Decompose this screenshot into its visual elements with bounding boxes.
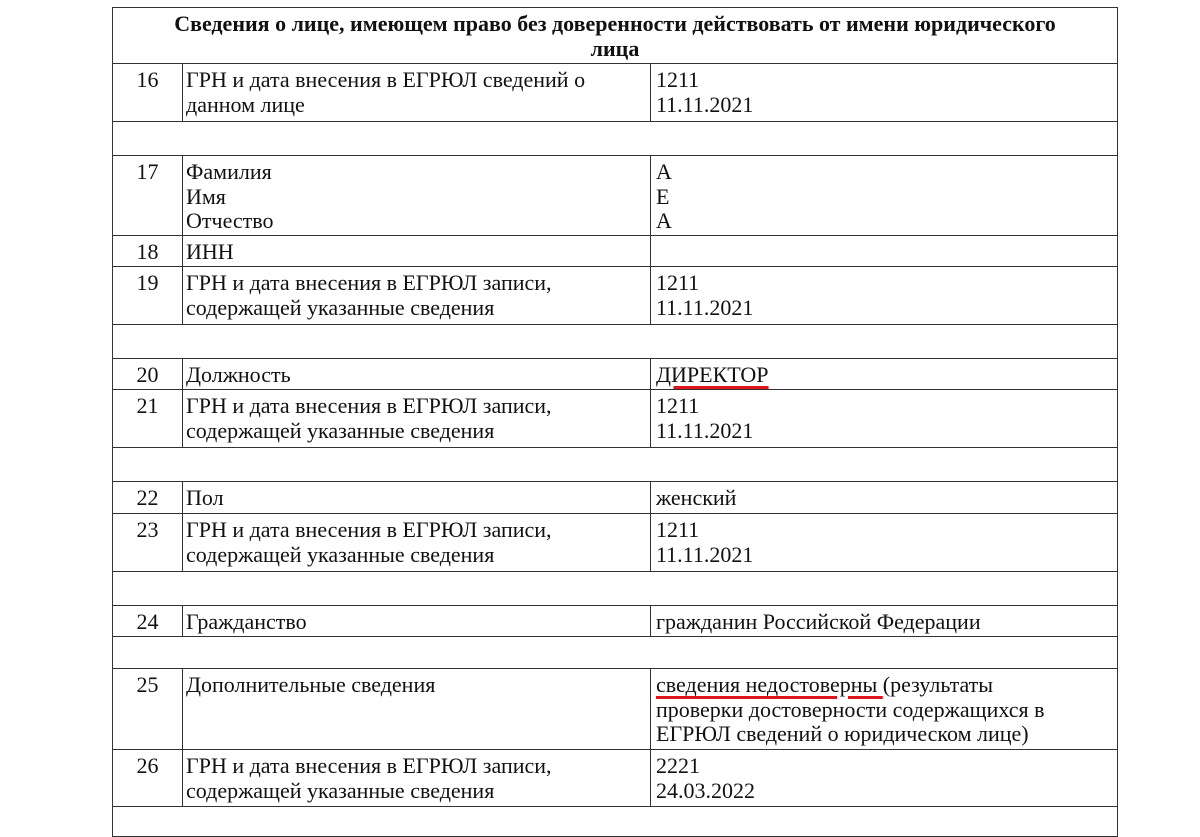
row-number: 23 — [113, 514, 183, 571]
row-number: 18 — [113, 236, 183, 266]
label-line: ГРН и дата внесения в ЕГРЮЛ записи, — [186, 393, 552, 418]
value-line: А — [656, 159, 672, 184]
section-header-line: лица — [590, 35, 640, 61]
value-line: 1211 — [656, 67, 700, 92]
row-label — [183, 236, 651, 266]
value-line: 1211 — [656, 393, 700, 418]
label-line: Пол — [186, 485, 224, 510]
label-line: Имя — [186, 183, 226, 209]
label-line: данном лице — [186, 91, 305, 117]
table-row-20 — [112, 359, 1118, 390]
row-value — [651, 606, 1117, 636]
value-line: 1211 — [656, 270, 700, 295]
egrul-extract-table — [112, 7, 1118, 837]
value-line: женский — [656, 485, 737, 510]
label-line: ГРН и дата внесения в ЕГРЮЛ записи, — [186, 517, 552, 542]
row-label — [183, 482, 651, 513]
value-line: 24.03.2022 — [656, 777, 755, 803]
row-number: 17 — [113, 156, 183, 235]
table-row-16 — [112, 64, 1118, 122]
highlight-underline: сведения недостоверны — [656, 672, 883, 697]
row-label — [183, 267, 651, 324]
row-value — [651, 236, 1117, 266]
table-row-24 — [112, 606, 1118, 637]
value-line: проверки достоверности содержащихся в — [656, 696, 1045, 722]
row-number: 25 — [113, 669, 183, 749]
row-value — [651, 669, 1117, 749]
blank-row — [112, 122, 1118, 156]
row-label — [183, 514, 651, 571]
row-number: 19 — [113, 267, 183, 324]
row-value — [651, 750, 1117, 806]
value-line: гражданин Российской Федерации — [656, 609, 981, 634]
value-line: Е — [656, 183, 670, 209]
label-line: ИНН — [186, 239, 234, 264]
table-row-19 — [112, 267, 1118, 325]
table-row-26 — [112, 750, 1118, 807]
table-row-21 — [112, 390, 1118, 448]
row-number: 16 — [113, 64, 183, 121]
row-label — [183, 156, 651, 235]
section-header-line: Сведения о лице, имеющем право без доверенности действовать от имени юридического — [174, 11, 1056, 36]
value-line: А — [656, 208, 672, 233]
value-line: 11.11.2021 — [656, 541, 754, 567]
label-line: ГРН и дата внесения в ЕГРЮЛ записи, — [186, 753, 552, 778]
row-label — [183, 390, 651, 447]
row-number: 21 — [113, 390, 183, 447]
row-value — [651, 156, 1117, 235]
blank-row — [112, 807, 1118, 837]
row-value — [651, 482, 1117, 513]
value-rest: (результаты — [882, 672, 994, 697]
label-line: содержащей указанные сведения — [186, 777, 495, 803]
blank-row — [112, 637, 1118, 669]
row-number: 20 — [113, 359, 183, 389]
label-line: Дополнительные сведения — [186, 672, 436, 697]
section-header — [112, 7, 1118, 64]
label-line: Фамилия — [186, 159, 272, 184]
row-number: 22 — [113, 482, 183, 513]
label-line: Отчество — [186, 208, 274, 233]
row-value — [651, 359, 1117, 389]
label-line: содержащей указанные сведения — [186, 294, 495, 320]
value-line: 11.11.2021 — [656, 417, 754, 443]
row-value — [651, 390, 1117, 447]
value-line — [656, 363, 1112, 388]
row-value — [651, 514, 1117, 571]
highlight-underline: ДИРЕКТОР — [656, 362, 769, 387]
value-line: 1211 — [656, 517, 700, 542]
blank-row — [112, 325, 1118, 359]
row-label — [183, 64, 651, 121]
table-row-25 — [112, 669, 1118, 750]
value-line — [656, 673, 1112, 698]
label-line: содержащей указанные сведения — [186, 541, 495, 567]
row-label — [183, 359, 651, 389]
label-line: ГРН и дата внесения в ЕГРЮЛ сведений о — [186, 67, 586, 92]
table-row-22 — [112, 482, 1118, 514]
row-number: 24 — [113, 606, 183, 636]
blank-row — [112, 572, 1118, 606]
label-line: ГРН и дата внесения в ЕГРЮЛ записи, — [186, 270, 552, 295]
table-row-17 — [112, 156, 1118, 236]
row-number: 26 — [113, 750, 183, 806]
label-line: содержащей указанные сведения — [186, 417, 495, 443]
label-line: Должность — [186, 362, 291, 387]
value-line: 2221 — [656, 753, 700, 778]
blank-row — [112, 448, 1118, 482]
label-line: Гражданство — [186, 609, 307, 634]
value-line: 11.11.2021 — [656, 91, 754, 117]
row-label — [183, 606, 651, 636]
row-label — [183, 669, 651, 749]
row-value — [651, 267, 1117, 324]
table-row-18 — [112, 236, 1118, 267]
table-row-23 — [112, 514, 1118, 572]
value-line: ЕГРЮЛ сведений о юридическом лице) — [656, 721, 1029, 746]
value-line: 11.11.2021 — [656, 294, 754, 320]
row-label — [183, 750, 651, 806]
row-value — [651, 64, 1117, 121]
